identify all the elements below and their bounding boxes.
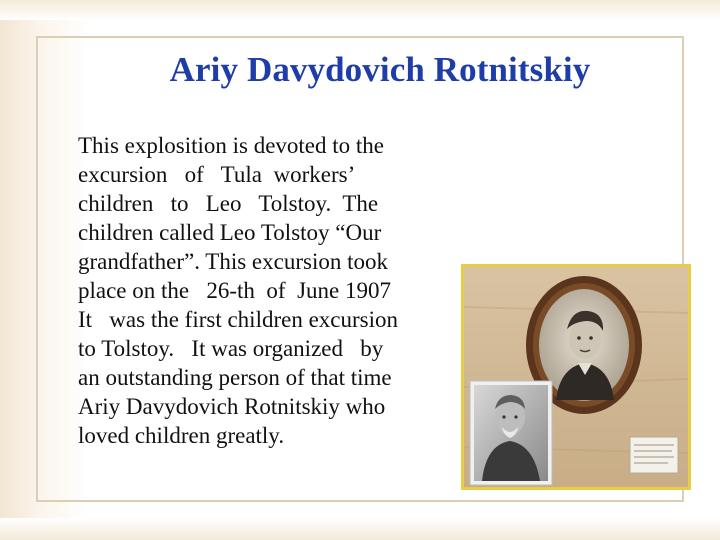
paragraph <box>78 131 456 450</box>
museum-photo <box>461 264 691 490</box>
paragraph-line: excursion of Tula workers’ <box>78 162 356 187</box>
paragraph-line: loved children greatly. <box>78 423 285 448</box>
slide-title: Ariy Davydovich Rotnitskiy <box>169 50 591 89</box>
paragraph-line: This explosition is devoted to the <box>78 133 384 158</box>
paragraph-line: to Tolstoy. It was organized by <box>78 336 384 361</box>
paragraph-line: children to Leo Tolstoy. The <box>78 191 379 216</box>
paragraph-line: It was the first children excursion <box>78 307 398 332</box>
paragraph-line: Ariy Davydovich Rotnitskiy who <box>78 394 386 419</box>
paragraph-line: an outstanding person of that time <box>78 365 392 390</box>
background-band-top <box>0 0 720 20</box>
paragraph-line: grandfather”. This excursion took <box>78 249 388 274</box>
paragraph-line: children called Leo Tolstoy “Our <box>78 220 382 245</box>
paragraph-line: place on the 26-th of June 1907 <box>78 278 391 303</box>
museum-display-photo-icon <box>464 267 688 487</box>
background-band-bottom <box>0 518 720 540</box>
